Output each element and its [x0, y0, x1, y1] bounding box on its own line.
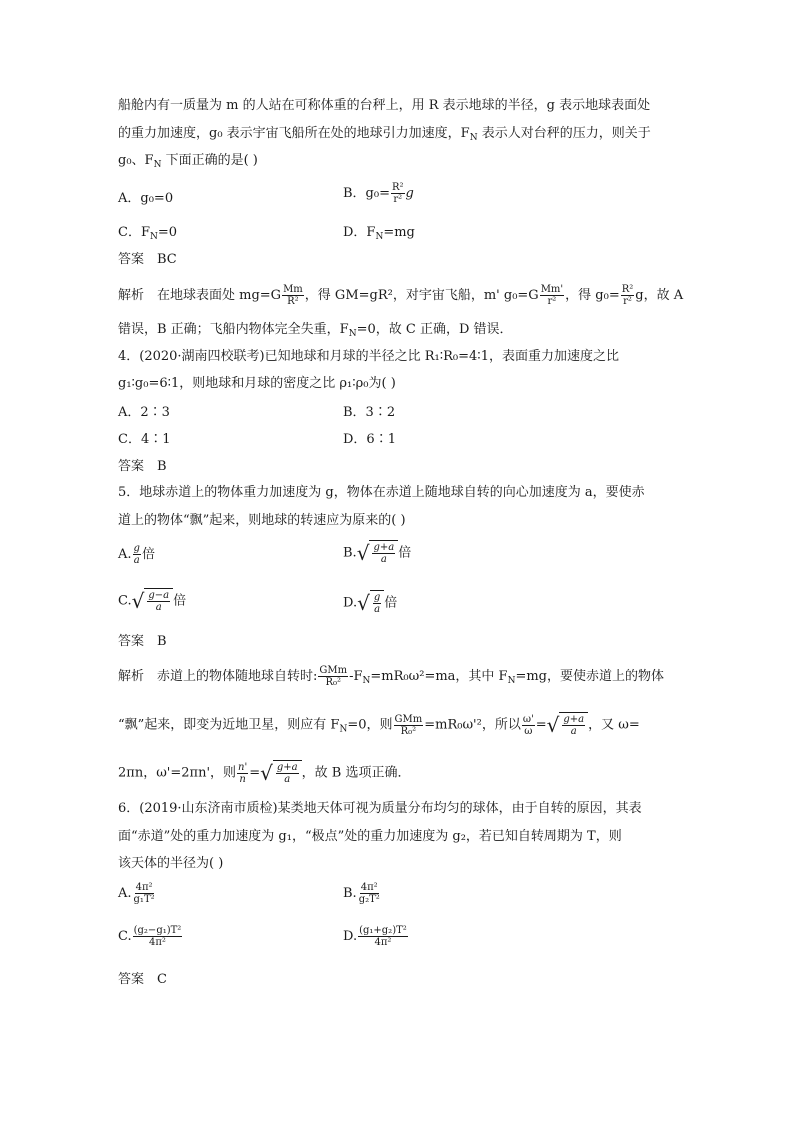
frac-den: a — [155, 602, 162, 613]
q5-explanation-line-3 — [118, 760, 410, 786]
frac-num: g−a — [148, 590, 170, 601]
frac-den: R₀² — [400, 725, 417, 737]
fraction-mm-over-r2 — [282, 284, 304, 307]
frac-den: a — [380, 554, 387, 565]
sqrt-body — [144, 588, 173, 614]
q5-option-a — [118, 543, 155, 566]
radical-sign: √ — [546, 713, 560, 737]
q3-line-3-text: g₀、F — [118, 153, 154, 168]
frac-den: a — [570, 726, 577, 737]
fraction-4pi2-over-g2t2 — [358, 882, 381, 905]
frac-num: g+a — [276, 762, 298, 773]
q5-option-b-label: B. — [343, 545, 357, 561]
q3-answer: 答案 BC — [118, 252, 177, 267]
radical-sign: √ — [356, 541, 370, 565]
frac-num: g+a — [563, 714, 585, 725]
frac-num: 4π² — [135, 882, 153, 893]
frac-den: 4π² — [148, 937, 166, 948]
bei-text: 倍 — [384, 595, 398, 611]
frac-num: Mm — [283, 284, 303, 295]
sub-n: N — [375, 232, 384, 242]
q3-line-3 — [118, 152, 258, 174]
q3-option-b — [343, 182, 414, 205]
fraction-g2-minus-g1 — [133, 925, 183, 948]
q3-line-1: 船舱内有一质量为 m 的人站在可称体重的台秤上，用 R 表示地球的半径，g 表示地球表面处 — [118, 98, 651, 113]
frac-den: r² — [393, 194, 403, 205]
radical-sign: √ — [357, 591, 370, 615]
fraction-np-over-n — [237, 762, 248, 785]
q6-option-a-label: A. — [118, 886, 132, 901]
q5-explain-line2-c: =mR₀ω'²，所以 — [424, 717, 521, 733]
fraction-gma-over-a — [147, 590, 170, 613]
q5-explain-line3-a: 2πn，ω'=2πn'，则 — [118, 765, 237, 781]
sub-n: N — [339, 724, 348, 735]
q3-option-c-text-b: =0 — [157, 225, 178, 240]
frac-num: Mm' — [540, 284, 564, 295]
q3-line-2-text: 的重力加速度，g₀ 表示宇宙飞船所在处的地球引力加速度，F — [118, 126, 470, 141]
sqrt-symbol — [357, 540, 399, 566]
q3-option-d — [343, 224, 415, 246]
bei-text: 倍 — [173, 593, 187, 609]
frac-num: ω' — [522, 713, 534, 725]
frac-den: g₂T² — [358, 894, 380, 905]
q3-explain-text-d: g，故 A — [635, 288, 684, 303]
frac-den: r² — [547, 296, 557, 307]
q3-option-b-text: B．g₀= — [343, 186, 390, 201]
q5-option-d-label: D. — [343, 595, 358, 611]
fraction-g1-plus-g2 — [358, 925, 408, 948]
frac-num: R² — [391, 182, 404, 193]
sub-n: N — [362, 676, 371, 686]
q6-option-d-label: D. — [343, 929, 358, 944]
q5-option-a-label: A. — [118, 547, 132, 562]
q3-explanation-line-1 — [118, 284, 683, 307]
q5-option-b — [343, 540, 411, 566]
q3-option-c-text: C．F — [118, 225, 150, 240]
q6-option-b-label: B. — [343, 886, 357, 901]
q5-line-1: 5．地球赤道上的物体重力加速度为 g，物体在赤道上随地球自转的向心加速度为 a，要使赤 — [118, 485, 645, 500]
sub-n: N — [348, 329, 357, 339]
q3-line-2 — [118, 125, 651, 147]
fraction-gpa-over-a — [562, 714, 585, 737]
q3-explain-text-c: ，得 g₀= — [565, 288, 620, 303]
radical-sign: √ — [260, 761, 273, 785]
fraction-gmm-over-r02 — [318, 665, 348, 688]
q3-line-3-text-b: 下面正确的是( ) — [161, 153, 258, 168]
sub-n: N — [469, 133, 478, 143]
q5-answer: 答案 B — [118, 634, 167, 649]
q3-explanation-line-2 — [118, 321, 513, 343]
q3-explain-line2-text-b: =0，故 C 正确，D 错误． — [356, 322, 513, 337]
q5-explain-text-d: =mg，要使赤道上的物体 — [515, 669, 664, 684]
sub-n: N — [149, 232, 158, 242]
q6-option-b — [343, 882, 382, 905]
q3-option-d-text: D．F — [343, 225, 376, 240]
q5-option-c-label: C. — [118, 593, 132, 609]
q5-explanation-line-1 — [118, 665, 664, 690]
q6-option-a — [118, 882, 157, 905]
sqrt-body — [273, 760, 302, 786]
q6-answer: 答案 C — [118, 972, 167, 987]
q4-line-2: g₁∶g₀=6∶1，则地球和月球的密度之比 ρ₁∶ρ₀为( ) — [118, 376, 396, 391]
sqrt-body — [370, 590, 384, 616]
frac-den: R² — [287, 296, 299, 307]
q6-line-1: 6．(2019·山东济南市质检)某类地天体可视为质量分布均匀的球体，由于自转的原因，其表 — [118, 801, 642, 816]
fraction-r2-over-r2-b — [621, 284, 635, 307]
radical-sign: √ — [131, 589, 145, 613]
q6-option-c-label: C. — [118, 929, 132, 944]
sqrt-symbol — [132, 588, 174, 614]
sub-n: N — [153, 160, 162, 170]
frac-num: GMm — [319, 665, 348, 676]
frac-den: a — [374, 604, 381, 615]
q5-explain-line2-b: =0，则 — [347, 717, 393, 733]
frac-den: ω — [524, 725, 533, 737]
fraction-gmm-over-r02-b — [394, 714, 424, 737]
sqrt-symbol — [357, 590, 384, 616]
q3-option-a: A．g₀=0 — [118, 191, 174, 206]
q5-line-2: 道上的物体“飘”起来，则地球的转速应为原来的( ) — [118, 513, 406, 528]
q6-line-2: 面“赤道”处的重力加速度为 g₁，“极点”处的重力加速度为 g₂，若已知自转周期为 T，则 — [118, 829, 622, 844]
frac-den: a — [133, 555, 140, 566]
q5-explain-line2-e: ，又 ω= — [588, 717, 640, 733]
frac-num: g — [373, 592, 381, 603]
fraction-r2-over-r2 — [391, 182, 405, 205]
q3-explain-text-b: ，得 GM=gR²，对宇宙飞船，m' g₀=G — [304, 288, 539, 303]
q5-explain-text-b: -F — [349, 669, 363, 684]
q4-option-d: D．6∶1 — [343, 432, 396, 447]
frac-num: g — [133, 543, 140, 554]
fraction-wp-over-w — [522, 714, 535, 737]
fraction-g-over-a — [133, 543, 141, 566]
q5-explanation-line-2 — [118, 712, 640, 739]
fraction-g-over-a — [373, 592, 381, 615]
q3-option-d-text-b: =mg — [383, 225, 415, 240]
q6-line-3: 该天体的半径为( ) — [118, 856, 224, 871]
frac-den: 4π² — [374, 937, 392, 948]
sqrt-symbol — [260, 760, 302, 786]
q3-explain-text-a: 解析 在地球表面处 mg=G — [118, 288, 282, 303]
q5-option-c — [118, 588, 186, 614]
frac-den: r² — [623, 296, 632, 307]
frac-den: R₀² — [325, 677, 342, 688]
q3-line-2-text-b: 表示人对台秤的压力，则关于 — [477, 126, 651, 141]
frac-num: g+a — [373, 542, 395, 553]
sub-n: N — [507, 676, 516, 686]
q4-option-c: C．4∶1 — [118, 432, 171, 447]
q5-explain-line3-b: = — [249, 765, 261, 781]
frac-num: n' — [238, 761, 248, 773]
q5-explain-line2-a: “飘”起来，即变为近地卫星，则应有 F — [118, 717, 340, 733]
q3-option-c — [118, 224, 177, 246]
q4-answer: 答案 B — [118, 459, 167, 474]
q4-option-b: B．3∶2 — [343, 405, 396, 420]
q6-option-d — [343, 925, 409, 948]
q6-option-c — [118, 925, 183, 948]
bei-text: 倍 — [141, 547, 155, 562]
bei-text: 倍 — [398, 545, 412, 561]
q5-option-d — [343, 590, 397, 616]
q5-explain-text-a: 解析 赤道上的物体随地球自转时: — [118, 669, 318, 684]
frac-num: (g₁+g₂)T² — [359, 925, 407, 936]
fraction-gpa-over-a — [372, 542, 395, 565]
q5-explain-text-c: =mR₀ω²=ma，其中 F — [370, 669, 508, 684]
q4-line-1: 4．(2020·湖南四校联考)已知地球和月球的半径之比 R₁∶R₀=4∶1，表面重力加速度之比 — [118, 349, 619, 364]
q5-explain-line2-d: = — [535, 717, 547, 733]
frac-den: g₁T² — [133, 894, 155, 905]
g-symbol: g — [405, 186, 414, 201]
sqrt-body — [369, 540, 398, 566]
q3-explain-line2-text: 错误，B 正确；飞船内物体完全失重，F — [118, 322, 349, 337]
q4-option-a: A．2∶3 — [118, 405, 170, 420]
fraction-mm-prime-over-r2 — [540, 284, 564, 307]
sqrt-body — [559, 712, 588, 738]
frac-num: (g₂−g₁)T² — [133, 925, 182, 936]
fraction-gpa-over-a — [276, 762, 299, 785]
frac-den: a — [284, 774, 291, 785]
q5-explain-line3-c: ，故 B 选项正确． — [301, 765, 411, 781]
frac-num: 4π² — [360, 882, 378, 893]
sqrt-symbol — [547, 712, 589, 738]
frac-num: GMm — [394, 713, 423, 725]
fraction-4pi2-over-g1t2 — [133, 882, 156, 905]
frac-den: n — [239, 773, 246, 785]
frac-num: R² — [621, 284, 634, 295]
